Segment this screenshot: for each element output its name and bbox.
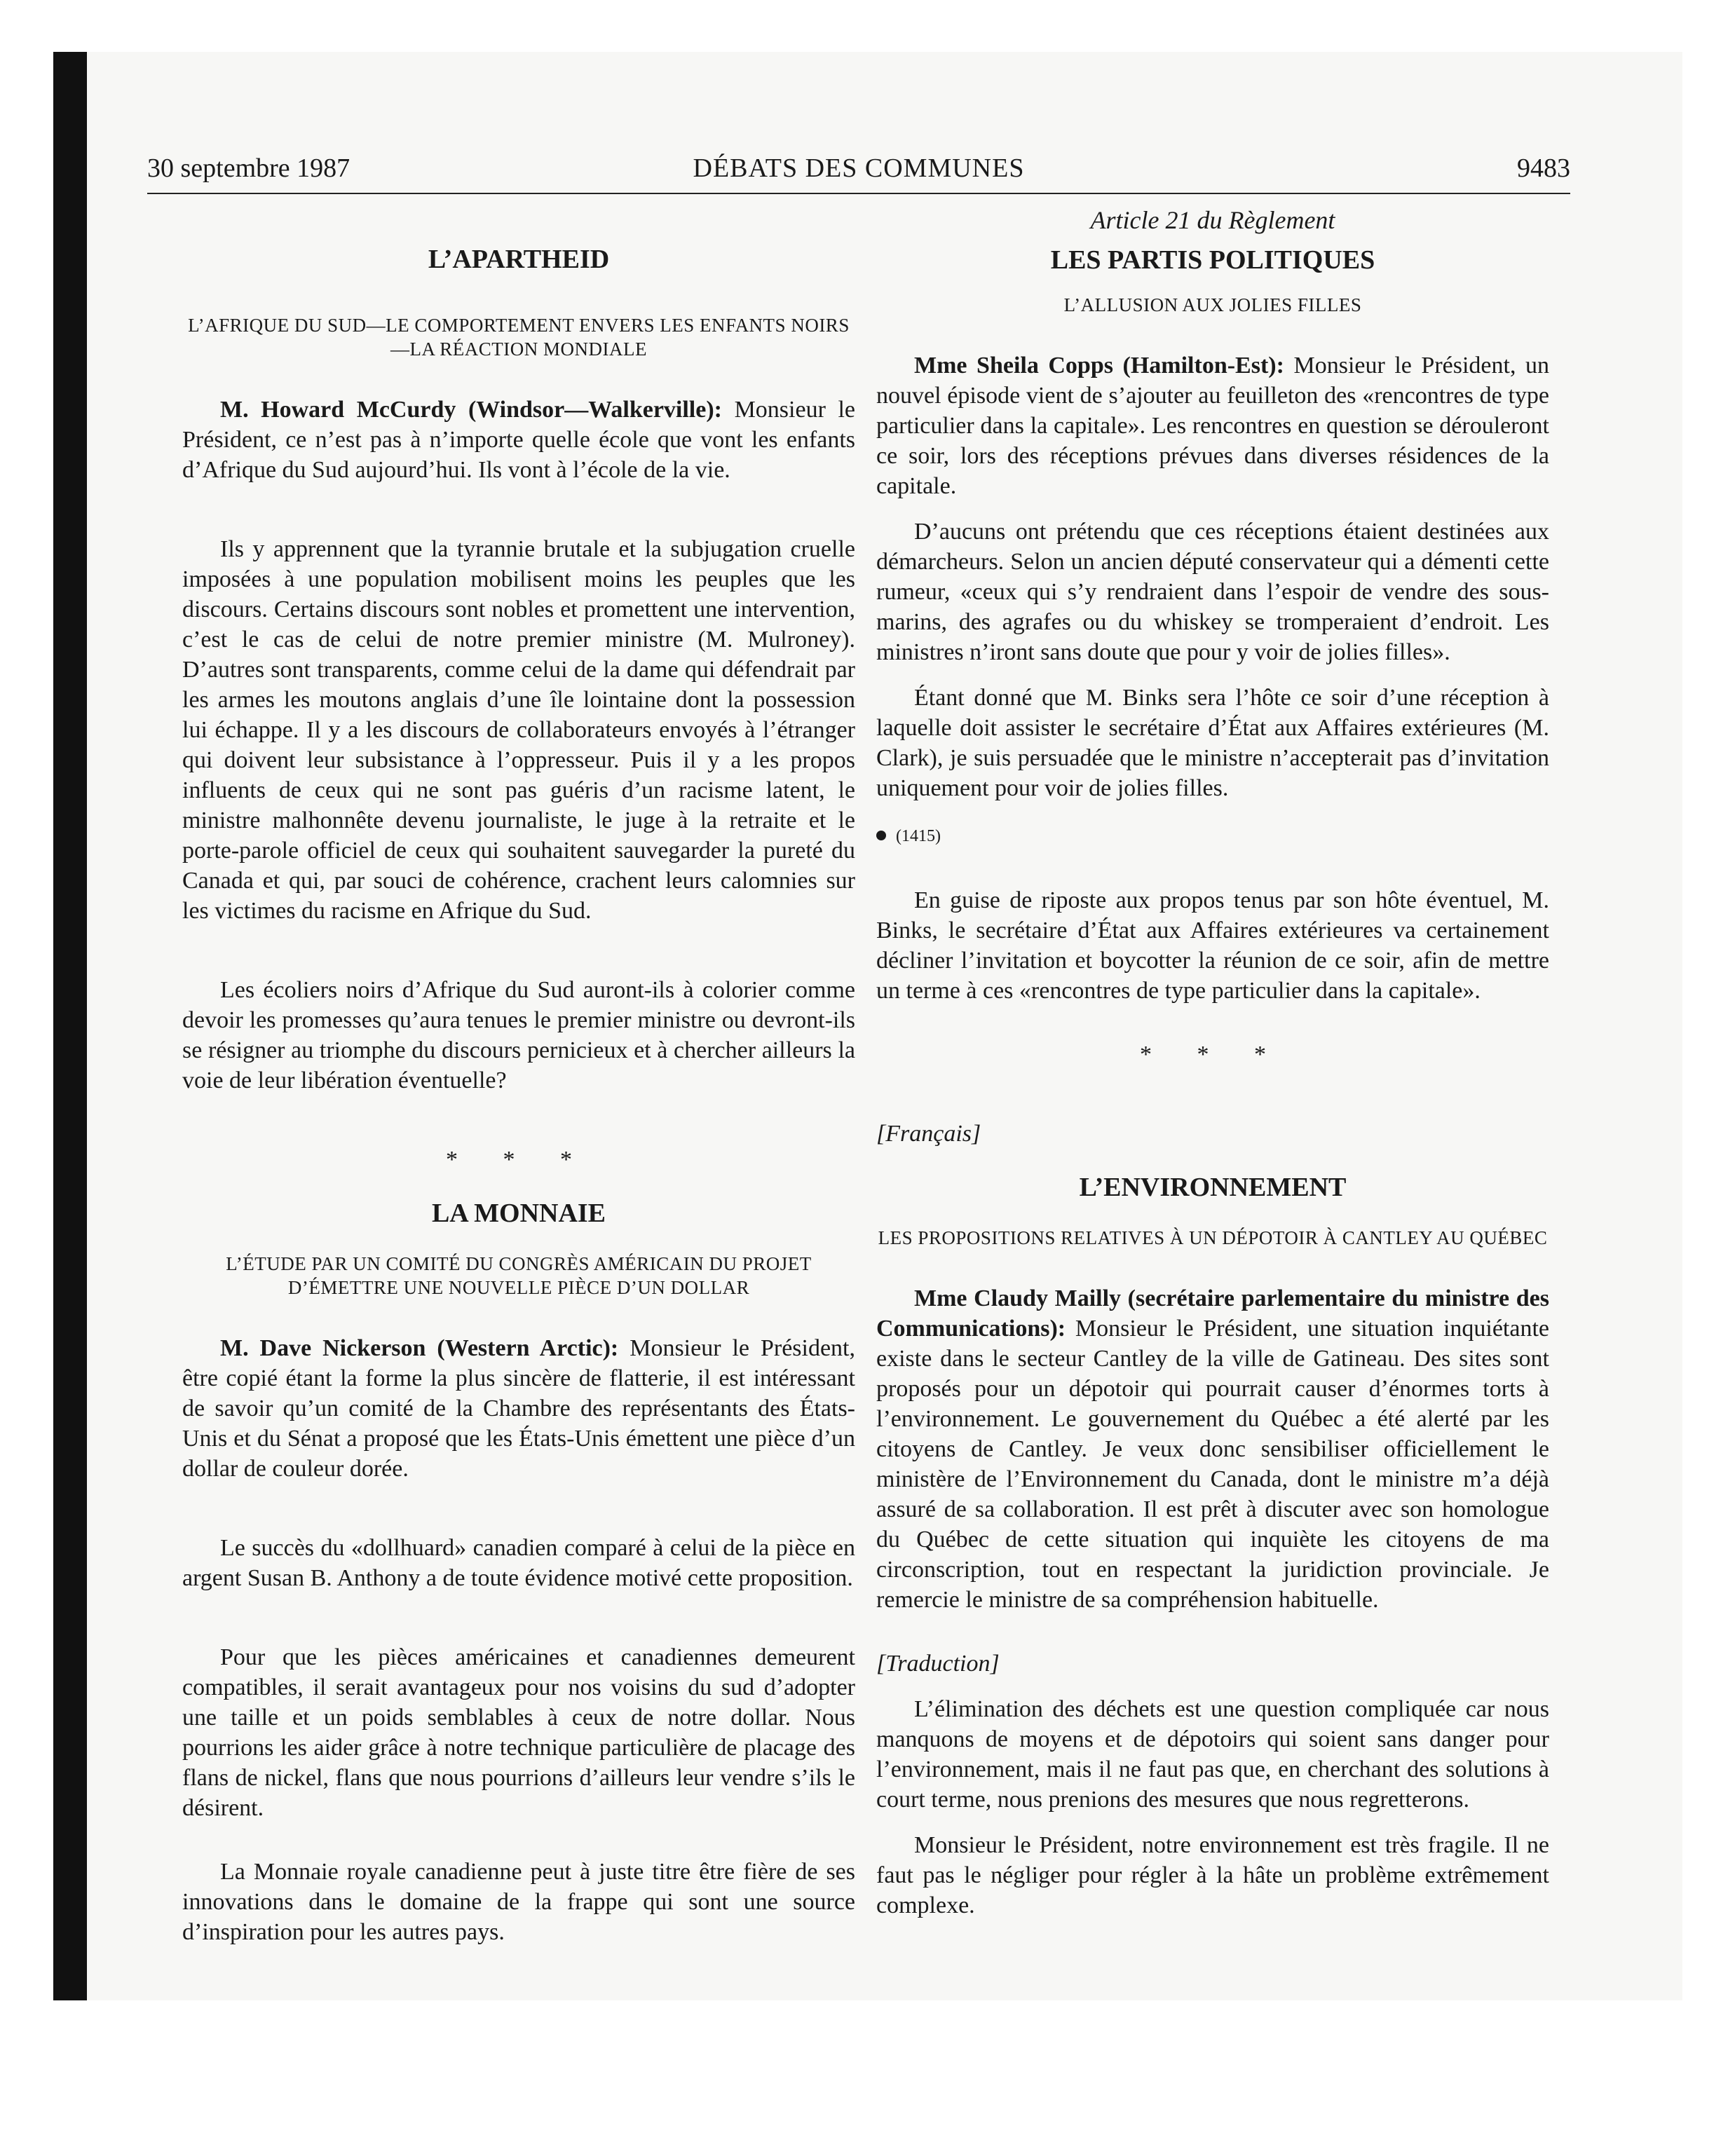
section-subhead-environnement: LES PROPOSITIONS RELATIVES À UN DÉPOTOIR À CANTLEY AU QUÉBEC <box>878 1227 1548 1248</box>
section-heading-apartheid: L’APARTHEID <box>428 245 610 274</box>
section-heading-partis: LES PARTIS POLITIQUES <box>1050 245 1375 275</box>
speech-paragraph: Les écoliers noirs d’Afrique du Sud auront-ils à colorier comme devoir les promesses qu’aura tenues le premier ministre ou devront-ils se résigner au triomphe du discours pernicieux et à chercher ailleurs la voie de leur libération éventuelle? <box>182 977 855 1093</box>
bullet-icon <box>876 831 886 840</box>
page-number: 9483 <box>1517 153 1570 183</box>
timestamp-line <box>876 819 1549 852</box>
publication-title: DÉBATS DES COMMUNES <box>693 153 1025 183</box>
speaker-name: Mme Claudy Mailly (secrétaire parlementaire du ministre des Communications): <box>876 1285 1549 1342</box>
timestamp: (1415) <box>896 827 941 845</box>
speech-text: Monsieur le Président, un nouvel épisode vient de s’ajouter au feuilleton des «rencontres de type particulier dans la capitale». Les rencontres en question se dérouleront ce soir, lors des réceptions prévues dans diverses résidences de la capitale. <box>876 353 1549 499</box>
section-subhead-monnaie: L’ÉTUDE PAR UN COMITÉ DU CONGRÈS AMÉRICAIN DU PROJET D’ÉMETTRE UNE NOUVELLE PIÈCE D’UN DOLLAR <box>226 1253 812 1298</box>
section-subhead-apartheid: L’AFRIQUE DU SUD—LE COMPORTEMENT ENVERS LES ENFANTS NOIRS—LA RÉACTION MONDIALE <box>188 315 850 360</box>
speech-paragraph: Monsieur le Président, notre environnement est très fragile. Il ne faut pas le négliger pour régler à la hâte un problème extrêmement complexe. <box>876 1832 1549 1918</box>
scan-edge <box>53 52 87 2000</box>
section-heading-environnement: L’ENVIRONNEMENT <box>1079 1173 1347 1202</box>
speech-paragraph <box>876 1283 1549 1615</box>
speech-paragraph <box>182 395 855 485</box>
section-heading-monnaie: LA MONNAIE <box>431 1199 606 1228</box>
speaker-name: M. Dave Nickerson (Western Arctic): <box>220 1335 619 1361</box>
right-column <box>876 203 1549 1920</box>
speech-paragraph: En guise de riposte aux propos tenus par son hôte éventuel, M. Binks, le secrétaire d’État aux Affaires extérieures va certainement décliner l’invitation et boycotter la réunion de ce soir, afin de mettre un terme à ces «rencontres de type particulier dans la capitale». <box>876 887 1549 1004</box>
language-marker: [Traduction] <box>876 1651 1000 1677</box>
speech-paragraph: Étant donné que M. Binks sera l’hôte ce soir d’une réception à laquelle doit assister le secrétaire d’État aux Affaires extérieures (M. Clark), je suis persuadée que le ministre n’accepterait pas d’invitation uniquement pour voir de jolies filles. <box>876 685 1549 801</box>
speech-text: Monsieur le Président, une situation inquiétante existe dans le secteur Cantley de la ville de Gatineau. Des sites sont proposés pour un dépotoir qui pourrait causer d’énormes torts à l’environnement. Le gouvernement du Québec a été alerté par les citoyens de Cantley. Je veux donc sensibiliser officiellement le ministère de l’Environnement du Canada, dont le ministre m’a déjà assuré de sa collaboration. Il est prêt à discuter avec son homologue du Québec de cette situation qui inquiète les citoyens de ma circonscription, tout en respectant la juridiction provinciale. Je remercie le ministre de sa compréhension habituelle. <box>876 1316 1550 1613</box>
section-separator: * * * <box>446 1147 592 1173</box>
section-separator: * * * <box>1140 1042 1286 1067</box>
left-column <box>182 203 855 1947</box>
speech-paragraph: Ils y apprennent que la tyrannie brutale et la subjugation cruelle imposées à une population mobilisent moins les peuples que les discours. Certains discours sont nobles et promettent une intervention, c’est le cas de celui de notre premier ministre (M. Mulroney). D’autres sont transparents, comme celui de la dame qui défendrait par les armes les moutons anglais d’une île lointaine dont la possession lui échappe. Il y a les discours de collaborateurs envoyés à l’étranger qui doivent leur subsistance à l’oppresseur. Puis il y a les propos influents de ceux qui ne sont pas guéris d’un racisme latent, le ministre malhonnête devenu journaliste, le juge à la retraite et le porte-parole officiel de ceux qui souhaitent sauvegarder la pureté du Canada et qui, par souci de cohérence, crachent leurs calomnies sur les victimes du racisme en Afrique du Sud. <box>182 536 855 924</box>
header-date: 30 septembre 1987 <box>147 153 351 183</box>
speech-paragraph: La Monnaie royale canadienne peut à juste titre être fière de ses innovations dans le domaine de la frappe qui sont une source d’inspiration pour les autres pays. <box>182 1859 855 1945</box>
speaker-name: Mme Sheila Copps (Hamilton-Est): <box>914 353 1284 378</box>
speaker-name: M. Howard McCurdy (Windsor—Walkerville): <box>220 397 722 423</box>
speech-text: Monsieur le Président, être copié étant la forme la plus sincère de flatterie, il est intéressant de savoir qu’un comité de la Chambre des représentants des États-Unis et du Sénat a proposé que les États-Unis émettent une pièce d’un dollar de couleur dorée. <box>182 1335 855 1482</box>
speech-paragraph: D’aucuns ont prétendu que ces réceptions étaient destinées aux démarcheurs. Selon un ancien député conservateur qui a démenti cette rumeur, «ceux qui s’y rendraient dans l’espoir de vendre des sous-marins, des agrafes ou du whiskey se tromperaient d’endroit. Les ministres n’iront sans doute que pour y voir de jolies filles». <box>876 519 1549 665</box>
speech-paragraph: L’élimination des déchets est une question compliquée car nous manquons de moyens et de dépotoirs qui soient sans danger pour l’environnement, mais il ne faut pas que, en cherchant des solutions à court terme, nous prenions des mesures que nous regretterons. <box>876 1696 1549 1813</box>
section-subhead-partis: L’ALLUSION AUX JOLIES FILLES <box>1063 294 1362 315</box>
speech-paragraph <box>182 1333 855 1484</box>
speech-paragraph <box>876 350 1549 501</box>
rule-reference: Article 21 du Règlement <box>1090 206 1335 234</box>
speech-paragraph: Pour que les pièces américaines et canadiennes demeurent compatibles, il serait avantageux pour nos voisins du sud d’adopter une taille et un poids semblables à ceux de notre dollar. Nous pourrions les aider grâce à notre technique particulière de placage des flans de nickel, flans que nous pourrions d’ailleurs leur vendre s’ils le désirent. <box>182 1644 855 1821</box>
speech-text: Monsieur le Président, ce n’est pas à n’importe quelle école que vont les enfants d’Afrique du Sud aujourd’hui. Ils vont à l’école de la vie. <box>182 397 856 483</box>
speech-paragraph: Le succès du «dollhuard» canadien comparé à celui de la pièce en argent Susan B. Anthony a de toute évidence motivé cette proposition. <box>182 1535 855 1591</box>
page-header <box>147 151 1570 194</box>
language-marker: [Français] <box>876 1121 981 1147</box>
